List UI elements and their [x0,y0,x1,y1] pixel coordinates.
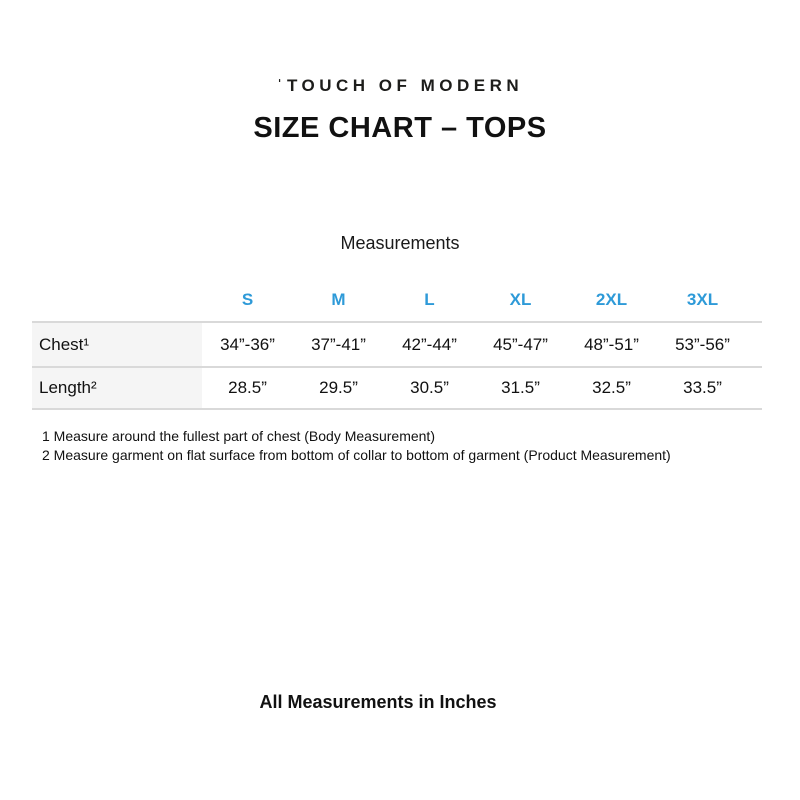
length-value-2xl: 32.5” [566,367,657,409]
size-table [32,278,762,410]
chest-value-2xl: 48”-51” [566,322,657,367]
row-spacer [748,322,762,367]
brand-name: TOUCH OF MODERN [286,76,524,95]
size-col-s: S [241,289,254,309]
length-value-s: 28.5” [202,367,293,409]
chest-value-m: 37”-41” [293,322,384,367]
chest-value-xl: 45”-47” [475,322,566,367]
length-value-xl: 31.5” [475,367,566,409]
chest-value-3xl: 53”-56” [657,322,748,367]
size-col-m: M [331,289,346,309]
page-title: SIZE CHART – TOPS [253,112,547,144]
length-value-m: 29.5” [293,367,384,409]
chest-value-s: 34”-36” [202,322,293,367]
row-label-length: Length² [32,367,202,409]
size-col-2xl: 2XL [595,289,628,309]
length-value-3xl: 33.5” [657,367,748,409]
footnote-1: 1 Measure around the fullest part of chest (Body Measurement) [42,428,435,444]
size-header-empty [32,278,202,322]
chest-value-l: 42”-44” [384,322,475,367]
length-value-l: 30.5” [384,367,475,409]
footnotes [42,427,762,464]
row-spacer [748,367,762,409]
table-caption: Measurements [340,233,460,253]
table-row-chest [32,322,762,367]
size-col-l: L [424,289,435,309]
size-col-3xl: 3XL [686,289,719,309]
size-header-row [32,278,762,322]
size-col-xl: XL [509,289,532,309]
brand-logo [0,76,800,96]
logo-tick-icon: ˈ [276,76,287,95]
footer-note: All Measurements in Inches [259,692,497,712]
size-header-spacer [748,278,762,322]
table-row-length [32,367,762,409]
row-label-chest: Chest¹ [32,322,202,367]
footnote-2: 2 Measure garment on flat surface from bottom of collar to bottom of garment (Product Measurement) [42,446,671,463]
